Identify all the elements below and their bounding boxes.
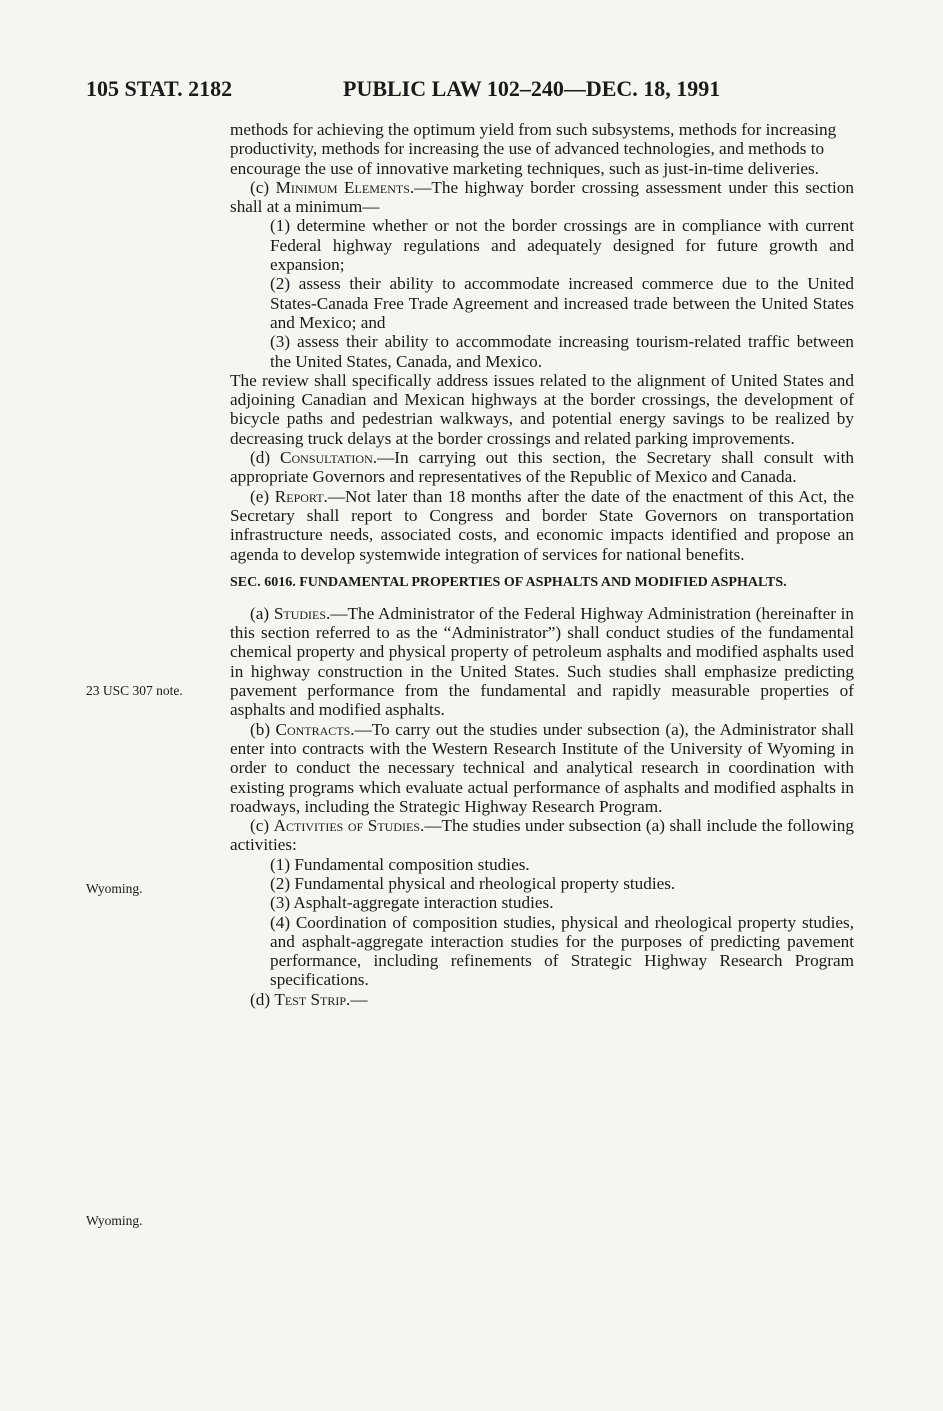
subsection-label: (a) [250,603,274,623]
subsection-heading: Activities of Studies [273,816,421,836]
list-item: (3) Asphalt-aggregate interaction studies. [270,893,554,913]
subsection-label: (b) [250,719,276,739]
subsection-heading: Test Strip [274,989,347,1009]
list-item: (3) assess their ability to accommodate increasing tourism-related traffic between the United States, Canada, and Mexico. [270,332,854,371]
subsection-text: .—The Administrator of the Federal Highway Administration (hereinafter in this section referred to as the “Administrator”) shall conduct studies of the fundamental chemical property and physical property of petroleum asphalts and modified asphalts used in highway construction in the United States. Such studies shall emphasize predicting pavement performance from the fundamental and rapidly measurable properties of asphalts and modified asphalts. [230,603,855,720]
subsection-label: (d) [250,448,281,468]
subsection-c-minimum-elements [230,178,854,217]
subsection-label: (d) [250,989,275,1009]
list-item: (1) determine whether or not the border crossings are in compliance with current Federal highway regulations and adequately designed for future growth and expansion; [270,216,854,275]
subsection-heading: Contracts [275,719,351,739]
section-heading: SEC. 6016. FUNDAMENTAL PROPERTIES OF ASPHALTS AND MODIFIED ASPHALTS. [230,574,787,590]
list-item: (4) Coordination of composition studies, physical and rheological property studies, and asphalt-aggregate interaction studies for the purposes of predicting pavement performance, including refinements of Strategic Highway Research Program specifications. [270,912,854,990]
margin-note-wyoming-b: Wyoming. [86,881,143,896]
subsection-text: .—To carry out the studies under subsection (a), the Administrator shall enter into contracts with the Western Research Institute of the University of Wyoming in order to conduct the necessary technical and analytical research in coordination with existing programs which evaluate actual performance of asphalts and modified asphalts in roadways, including the Strategic Highway Research Program. [230,719,854,816]
subsection-text: .—Not later than 18 months after the date of the enactment of this Act, the Secretary shall report to Congress and border State Governors on transportation infrastructure needs, associated costs, and economic impacts identified and propose an agenda to develop systemwide integration of services for national benefits. [230,486,855,564]
subsection-a-studies [230,604,854,720]
subsection-heading: Consultation [280,448,373,468]
list-item: (2) Fundamental physical and rheological property studies. [270,873,676,893]
subsection-label: (c) [250,177,276,197]
subsection-heading: Report [274,486,324,506]
subsection-heading: Studies [273,603,327,623]
subsection-d-test-strip [230,990,854,1009]
paragraph-continuation: methods for achieving the optimum yield from such subsystems, methods for increasing productivity, methods for increasing the use of advanced technologies, and methods to encourage the use of innovative marketing techniques, such as just-in-time deliveries. [230,120,837,178]
subsection-heading: Minimum Elements [275,177,410,197]
review-paragraph: The review shall specifically address issues related to the alignment of United States and adjoining Canadian and Mexican highways at the border crossings, the development of bicycle paths and pedestrian walkways, and potential energy savings to be realized by decreasing truck delays at the border crossings and related parking improvements. [230,370,854,448]
subsection-text: .— [346,989,368,1009]
subsection-d-consultation [230,448,854,487]
list-item: (1) Fundamental composition studies. [270,854,530,874]
subsection-text: .—The highway border crossing assessment under this section shall at a minimum— [230,177,855,217]
subsection-label: (e) [250,486,275,506]
subsection-c-activities [230,816,854,855]
body-text [230,120,854,1009]
subsection-label: (c) [250,816,274,836]
subsection-b-contracts [230,720,854,816]
stat-citation: 105 STAT. 2182 [86,76,233,101]
margin-note-usc: 23 USC 307 note. [86,683,183,698]
running-title: PUBLIC LAW 102–240—DEC. 18, 1991 [343,76,721,101]
list-item: (2) assess their ability to accommodate increased commerce due to the United States-Canada Free Trade Agreement and increased trade between the United States and Mexico; and [270,274,854,332]
subsection-e-report [230,487,854,564]
subsection-text: .—In carrying out this section, the Secretary shall consult with appropriate Governors and representatives of the Republic of Mexico and Canada. [230,448,854,487]
margin-note-wyoming-d: Wyoming. [86,1213,143,1228]
subsection-text: .—The studies under subsection (a) shall include the following activities: [230,816,854,855]
